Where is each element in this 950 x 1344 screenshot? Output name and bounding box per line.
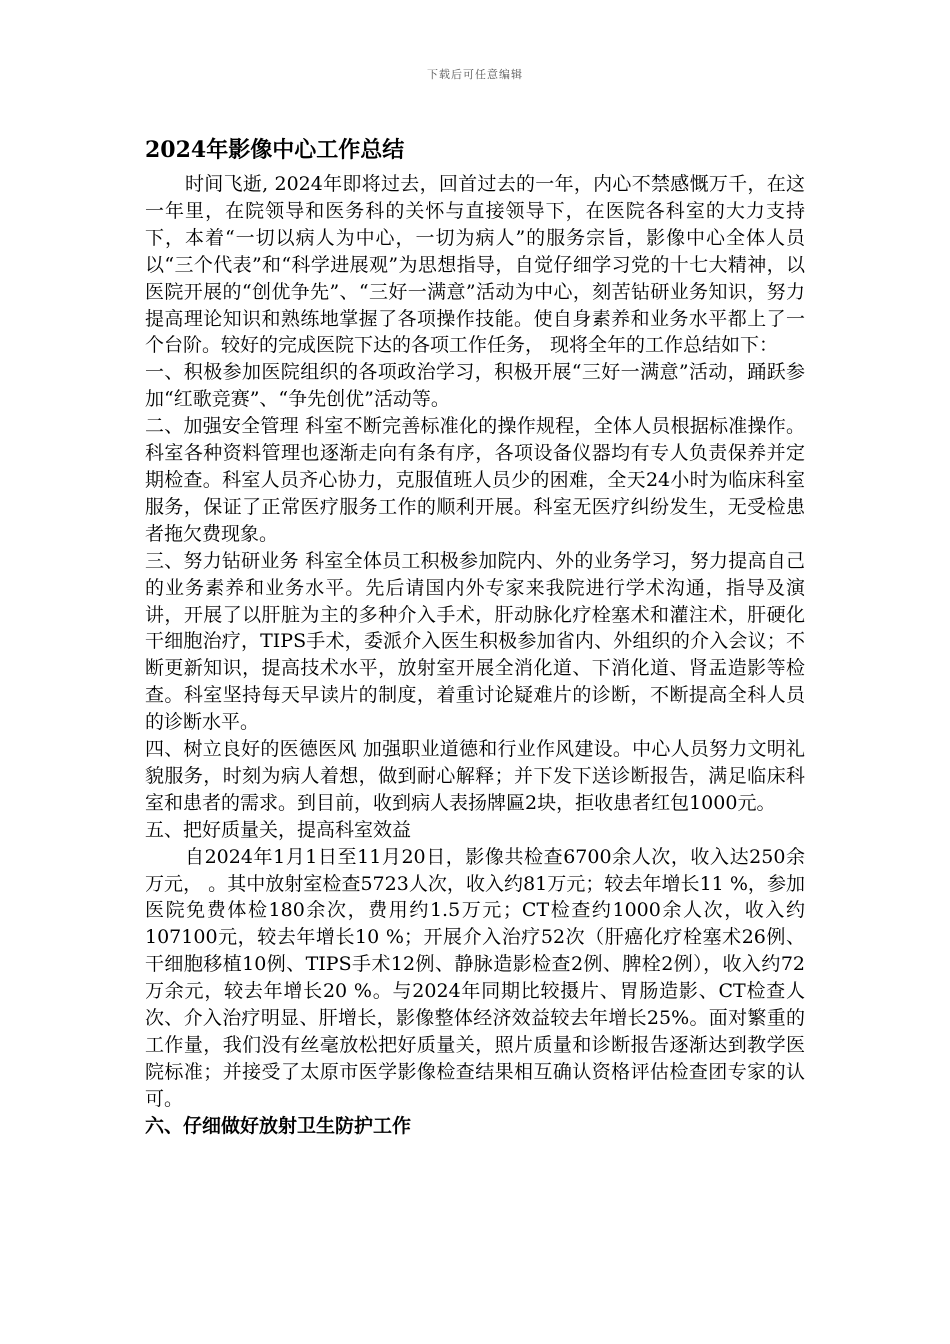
intro-paragraph: 时间飞逝, 2024年即将过去，回首过去的一年，内心不禁感慨万千，在这一年里，在院领导和医务科的关怀与直接领导下，在医院各科室的大力支持下，本着“一切以病人为中心，一切为病人”的服务宗旨，影像中心全体人员以“三个代表”和“科学进展观”为思想指导，自觉仔细学习党的十七大精神，以医院开展的“创优争先”、“三好一满意”活动为中心，刻苦钻研业务知识，努力提高理论知识和熟练地掌握了各项操作技能。使自身素养和业务水平都上了一个台阶。较好的完成医院下达的各项工作任务， 现将全年的工作总结如下：	[145, 173, 805, 357]
document-title: 2024年影像中心工作总结	[145, 137, 405, 163]
section-5-heading: 五、把好质量关，提高科室效益	[145, 818, 412, 841]
section-1-paragraph: 一、积极参加医院组织的各项政治学习，积极开展“三好一满意”活动，踊跃参加“红歌竞赛”、“争先创优”活动等。	[145, 361, 805, 411]
section-4-paragraph: 四、树立良好的医德医风 加强职业道德和行业作风建设。中心人员努力文明礼貌服务，时刻为病人着想，做到耐心解释；并下发下送诊断报告，满足临床科室和患者的需求。到目前，收到病人表扬牌匾2块，拒收患者红包1000元。	[145, 738, 805, 814]
section-6-heading: 六、仔细做好放射卫生防护工作	[145, 1114, 412, 1137]
document-body	[145, 133, 805, 1140]
section-5-body: 自2024年1月1日至11月20日，影像共检查6700余人次，收入达250余万元， 。其中放射室检查5723人次，收入约81万元；较去年增长11 %，参加医院免费体检180余次，费用约1.5万元；CT检查约1000余人次，收入约107100元，较去年增长10 %；开展介入治疗52次（肝癌化疗栓塞术26例、干细胞移植10例、TIPS手术12例、静脉造影检查2例、脾栓2例），收入约72万余元，较去年增长20 %。与2024年同期比较摄片、胃肠造影、CT检查人次、介入治疗明显、肝增长，影像整体经济效益较去年增长25%。面对繁重的工作量，我们没有丝毫放松把好质量关，照片质量和诊断报告逐渐达到教学医院标准；并接受了太原市医学影像检查结果相互确认资格评估检查团专家的认可。	[145, 845, 805, 1110]
section-2-paragraph: 二、加强安全管理 科室不断完善标准化的操作规程，全体人员根据标准操作。科室各种资料管理也逐渐走向有条有序，各项设备仪器均有专人负责保养并定期检查。科室人员齐心协力，克服值班人员少的困难，全天24小时为临床科室服务，保证了正常医疗服务工作的顺利开展。科室无医疗纠纷发生，无受检患者拖欠费现象。	[145, 415, 805, 545]
section-3-paragraph: 三、努力钻研业务 科室全体员工积极参加院内、外的业务学习，努力提高自己的业务素养和业务水平。先后请国内外专家来我院进行学术沟通，指导及演讲，开展了以肝脏为主的多种介入手术，肝动脉化疗栓塞术和灌注术，肝硬化干细胞治疗，TIPS手术，委派介入医生积极参加省内、外组织的介入会议；不断更新知识，提高技术水平，放射室开展全消化道、下消化道、肾盂造影等检查。科室坚持每天早读片的制度，着重讨论疑难片的诊断，不断提高全科人员的诊断水平。	[145, 549, 805, 734]
header-note: 下载后可任意编辑	[427, 68, 523, 81]
